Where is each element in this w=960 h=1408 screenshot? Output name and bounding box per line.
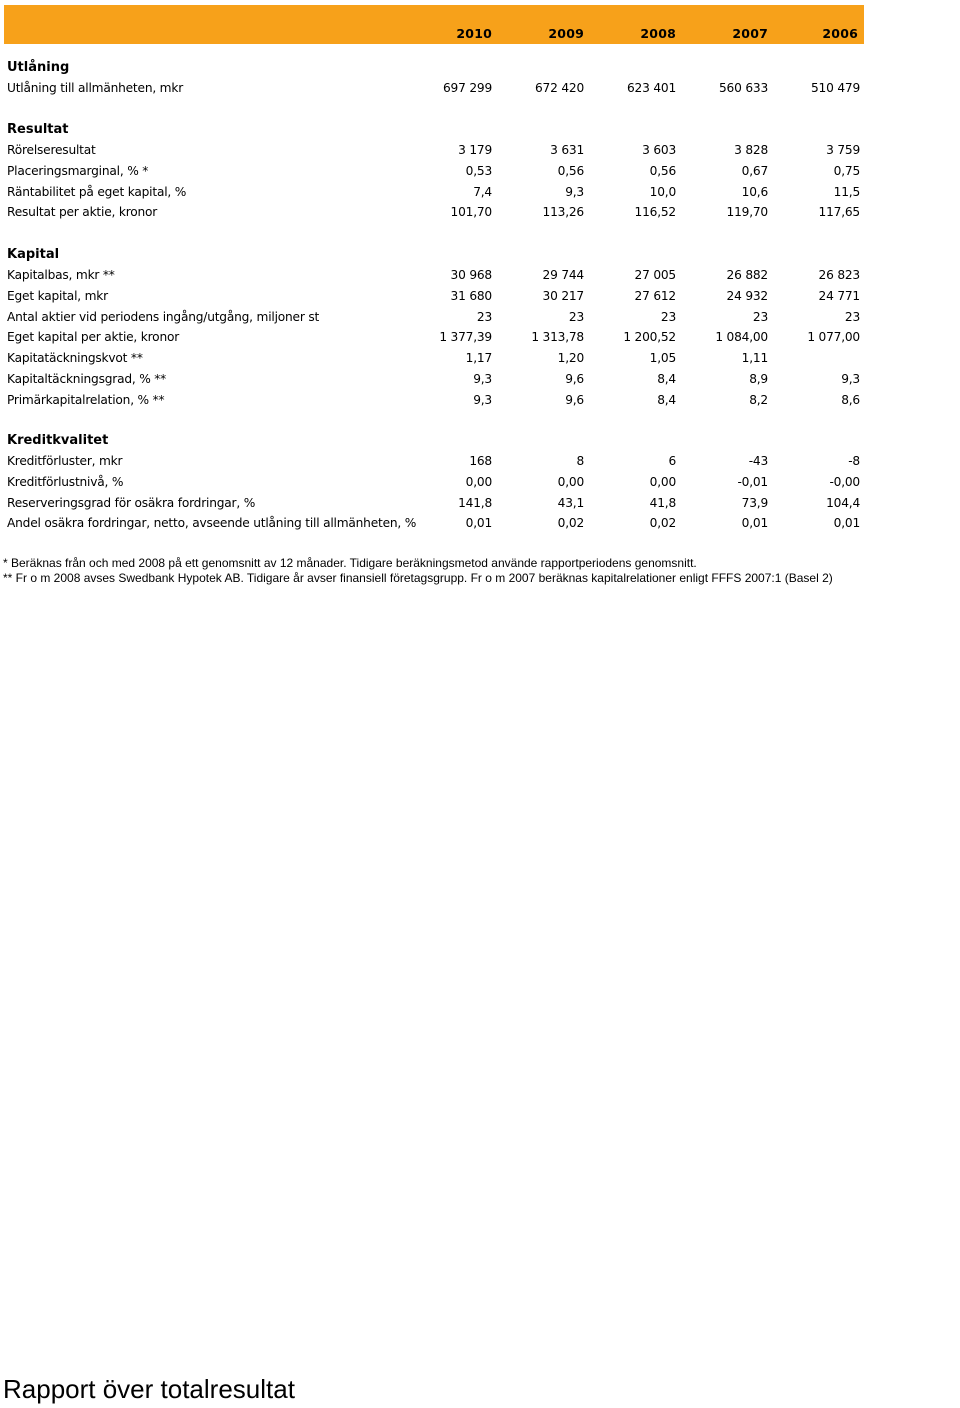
cell-2010: 0,01 bbox=[465, 516, 492, 531]
key-figures-table bbox=[4, 5, 864, 531]
section-title-utlaning: Utlåning bbox=[7, 60, 70, 75]
cell-2010: 31 680 bbox=[450, 288, 492, 303]
cell-2006: 9,3 bbox=[841, 371, 860, 386]
cell-2008: 8,4 bbox=[657, 371, 676, 386]
cell-2010: 697 299 bbox=[443, 81, 492, 95]
table-row bbox=[4, 372, 864, 392]
cell-2008: 23 bbox=[660, 309, 676, 324]
row-label: Andel osäkra fordringar, netto, avseende utlåning till allmänheten, % bbox=[7, 516, 417, 531]
cell-2010: 1 377,39 bbox=[439, 330, 492, 345]
cell-2007: 3 828 bbox=[734, 143, 768, 157]
cell-2010: 30 968 bbox=[450, 268, 492, 282]
cell-2010: 1,17 bbox=[465, 351, 492, 365]
table-row bbox=[4, 268, 864, 288]
table-row bbox=[4, 185, 864, 205]
cell-2007: 1,11 bbox=[741, 351, 768, 365]
cell-2009: 113,26 bbox=[542, 205, 584, 220]
cell-2010: 168 bbox=[469, 454, 492, 468]
cell-2008: 0,02 bbox=[649, 516, 676, 531]
cell-2007: 119,70 bbox=[726, 205, 768, 220]
cell-2008: 623 401 bbox=[627, 81, 676, 95]
cell-2006: -0,00 bbox=[829, 474, 860, 489]
section-title-resultat: Resultat bbox=[7, 122, 69, 137]
row-label: Kapitatäckningskvot ** bbox=[7, 351, 143, 365]
cell-2009: 0,02 bbox=[557, 516, 584, 531]
cell-2008: 27 612 bbox=[634, 288, 676, 303]
cell-2007: 26 882 bbox=[726, 268, 768, 282]
row-label: Eget kapital, mkr bbox=[7, 288, 108, 303]
footnote-2: ** Fr o m 2008 avses Swedbank Hypotek AB. Tidigare år avser finansiell företagsgrupp. Fr o m 2007 beräknas kapitalrelationer enligt FFFS 2007:1 (Basel 2) bbox=[3, 571, 833, 585]
cell-2009: 0,00 bbox=[557, 474, 584, 489]
cell-2006: 510 479 bbox=[811, 81, 860, 95]
cell-2007: 1 084,00 bbox=[715, 330, 768, 345]
footnote-1: * Beräknas från och med 2008 på ett genomsnitt av 12 månader. Tidigare beräkningsmetod använde rapportperiodens genomsnitt. bbox=[3, 556, 697, 570]
cell-2007: 73,9 bbox=[741, 495, 768, 510]
cell-2006: 24 771 bbox=[818, 288, 860, 303]
cell-2009: 3 631 bbox=[550, 143, 584, 157]
cell-2010: 0,00 bbox=[465, 474, 492, 489]
cell-2007: 8,9 bbox=[749, 371, 768, 386]
year-2007: 2007 bbox=[732, 26, 768, 41]
cell-2008: 0,56 bbox=[649, 163, 676, 178]
section-title-kapital: Kapital bbox=[7, 247, 60, 262]
cell-2008: 3 603 bbox=[642, 143, 676, 157]
table-row bbox=[4, 475, 864, 495]
cell-2008: 27 005 bbox=[634, 268, 676, 282]
cell-2008: 6 bbox=[668, 454, 676, 468]
table-row bbox=[4, 454, 864, 474]
cell-2009: 0,56 bbox=[557, 163, 584, 178]
cell-2007: -43 bbox=[748, 454, 768, 468]
cell-2009: 672 420 bbox=[535, 81, 584, 95]
row-label: Reserveringsgrad för osäkra fordringar, % bbox=[7, 495, 256, 510]
cell-2009: 43,1 bbox=[557, 495, 584, 510]
year-2009: 2009 bbox=[548, 26, 584, 41]
cell-2008: 8,4 bbox=[657, 392, 676, 407]
cell-2006: -8 bbox=[848, 454, 860, 468]
cell-2009: 29 744 bbox=[542, 268, 584, 282]
cell-2008: 116,52 bbox=[634, 205, 676, 220]
cell-2009: 9,6 bbox=[565, 371, 584, 386]
cell-2009: 9,6 bbox=[565, 392, 584, 407]
cell-2006: 3 759 bbox=[826, 143, 860, 157]
cell-2008: 1 200,52 bbox=[623, 330, 676, 345]
section-title-kreditkvalitet: Kreditkvalitet bbox=[7, 433, 109, 448]
cell-2010: 23 bbox=[476, 309, 492, 324]
year-header-row bbox=[4, 5, 864, 44]
cell-2010: 9,3 bbox=[473, 371, 492, 386]
cell-2009: 23 bbox=[568, 309, 584, 324]
cell-2006: 26 823 bbox=[818, 268, 860, 282]
cell-2010: 3 179 bbox=[458, 143, 492, 157]
cell-2007: 560 633 bbox=[719, 81, 768, 95]
cell-2007: -0,01 bbox=[737, 474, 768, 489]
year-2010: 2010 bbox=[456, 26, 492, 41]
cell-2010: 7,4 bbox=[473, 184, 492, 199]
table-row bbox=[4, 143, 864, 163]
cell-2007: 8,2 bbox=[749, 392, 768, 407]
cell-2009: 1 313,78 bbox=[531, 330, 584, 345]
cell-2006: 1 077,00 bbox=[807, 330, 860, 345]
row-label: Eget kapital per aktie, kronor bbox=[7, 330, 180, 345]
cell-2008: 41,8 bbox=[649, 495, 676, 510]
table-row bbox=[4, 516, 864, 536]
year-2006: 2006 bbox=[822, 26, 858, 41]
cell-2010: 9,3 bbox=[473, 392, 492, 407]
year-2008: 2008 bbox=[640, 26, 676, 41]
table-row bbox=[4, 496, 864, 516]
cell-2006: 0,01 bbox=[833, 516, 860, 531]
cell-2006: 11,5 bbox=[833, 184, 860, 199]
row-label: Kapitalbas, mkr ** bbox=[7, 268, 115, 282]
row-label: Rörelseresultat bbox=[7, 143, 96, 157]
table-row bbox=[4, 330, 864, 350]
cell-2009: 8 bbox=[576, 454, 584, 468]
cell-2009: 9,3 bbox=[565, 184, 584, 199]
cell-2007: 0,01 bbox=[741, 516, 768, 531]
row-label: Antal aktier vid periodens ingång/utgång, miljoner st bbox=[7, 309, 320, 324]
table-row bbox=[4, 164, 864, 184]
row-label: Primärkapitalrelation, % ** bbox=[7, 392, 165, 407]
page-heading: Rapport över totalresultat bbox=[3, 1374, 295, 1404]
cell-2008: 0,00 bbox=[649, 474, 676, 489]
cell-2007: 10,6 bbox=[741, 184, 768, 199]
table-row bbox=[4, 205, 864, 225]
cell-2010: 101,70 bbox=[450, 205, 492, 220]
row-label: Räntabilitet på eget kapital, % bbox=[7, 184, 187, 199]
cell-2007: 24 932 bbox=[726, 288, 768, 303]
row-label: Resultat per aktie, kronor bbox=[7, 205, 158, 220]
table-row bbox=[4, 351, 864, 371]
cell-2006: 117,65 bbox=[818, 205, 860, 220]
row-label: Placeringsmarginal, % * bbox=[7, 163, 149, 178]
cell-2009: 1,20 bbox=[557, 351, 584, 365]
cell-2010: 0,53 bbox=[465, 163, 492, 178]
table-row bbox=[4, 289, 864, 309]
cell-2007: 0,67 bbox=[741, 163, 768, 178]
row-label: Kreditförlustnivå, % bbox=[7, 474, 124, 489]
row-label: Kapitaltäckningsgrad, % ** bbox=[7, 371, 167, 386]
cell-2006: 8,6 bbox=[841, 392, 860, 407]
row-label: Utlåning till allmänheten, mkr bbox=[7, 81, 184, 95]
cell-2007: 23 bbox=[752, 309, 768, 324]
cell-2006: 104,4 bbox=[826, 495, 860, 510]
cell-2006: 23 bbox=[844, 309, 860, 324]
cell-2008: 1,05 bbox=[649, 351, 676, 365]
table-row bbox=[4, 81, 864, 101]
cell-2009: 30 217 bbox=[542, 288, 584, 303]
cell-2006: 0,75 bbox=[833, 163, 860, 178]
cell-2010: 141,8 bbox=[458, 495, 492, 510]
row-label: Kreditförluster, mkr bbox=[7, 454, 123, 468]
cell-2008: 10,0 bbox=[649, 184, 676, 199]
table-row bbox=[4, 393, 864, 413]
table-row bbox=[4, 310, 864, 330]
